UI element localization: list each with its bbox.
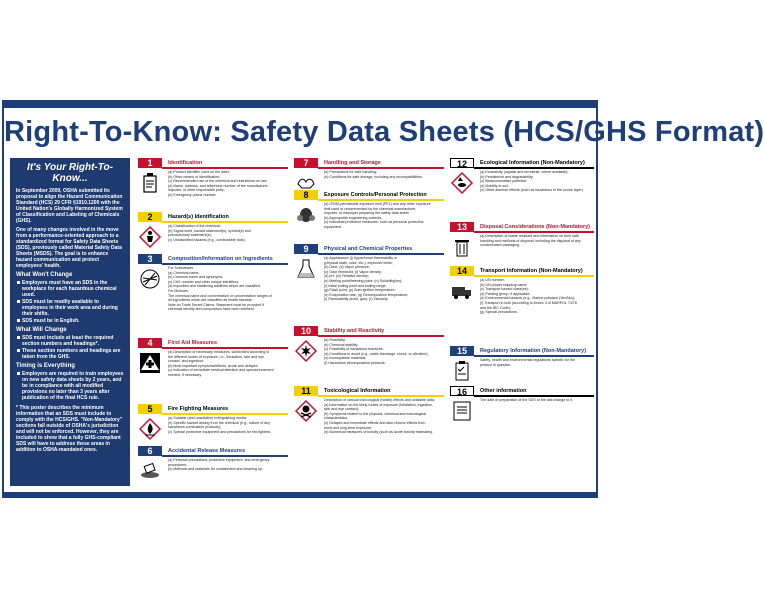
section-rule — [162, 167, 288, 169]
section-header — [138, 446, 288, 456]
section-header — [450, 346, 594, 356]
section-item: (a) Information on the likely routes of exposure (inhalation, ingestion, — [324, 402, 434, 407]
section-item: importer, or other responsible party; — [168, 188, 225, 193]
section-number: 16 — [450, 386, 474, 396]
section-8 — [294, 190, 444, 242]
section-number: 14 — [450, 266, 474, 276]
section-items — [168, 350, 286, 378]
section-9 — [294, 244, 444, 324]
section-item: (c) Individual protection measures, such as personal protective — [324, 220, 424, 225]
wont-change-item: SDS must be in English. — [22, 318, 124, 324]
respirator-icon — [294, 204, 318, 226]
section-rule — [474, 355, 594, 357]
section-item: (a) Precautions for safe handling; — [324, 170, 377, 174]
section-items — [168, 170, 286, 198]
section-title: Other information — [480, 388, 527, 394]
section-item: (b) UN proper shipping name; — [480, 282, 528, 287]
section-item: (c) Unclassified hazards (e.g., combustible dust). — [168, 237, 246, 242]
section-header — [450, 222, 594, 232]
left-panel-intro-2: One of many changes involved in the move from a performance-oriented approach to a standardized format for Safety Data Sheets (SDS), previously called Material Safety Data Sheets (MSDS). The goal is to enhance hazard communication and protect employees' health. — [16, 227, 122, 269]
left-panel-heading: It's Your Right-To-Know... — [27, 162, 113, 184]
clipboard-icon — [450, 360, 474, 382]
section-item: (e) Environmental hazards (e.g., Marine pollutant (Yes/No)); — [480, 296, 575, 301]
section-item: (f) Initial boiling point and boiling range; — [324, 283, 387, 288]
section-number: 9 — [294, 244, 318, 254]
section-number: 5 — [138, 404, 162, 414]
section-10 — [294, 326, 444, 384]
section-item: (c) CAS number and other unique identifiers; — [168, 279, 240, 284]
section-item: (d) Name, address, and telephone number of the manufacturer, — [168, 183, 269, 188]
section-items — [324, 202, 442, 230]
wont-change-item: SDS must be readily available to employees in their work area and during their shifts. — [22, 299, 124, 317]
section-header — [138, 404, 288, 414]
section-4 — [138, 338, 288, 402]
section-number: 13 — [450, 222, 474, 232]
section-title: Composition/Information on Ingredients — [168, 256, 273, 262]
section-title: Toxicological Information — [324, 388, 391, 394]
first-aid-icon — [138, 352, 162, 374]
section-item: (a) Product identifier used on the label; — [168, 170, 230, 174]
section-rule — [162, 347, 288, 349]
section-number: 1 — [138, 158, 162, 168]
section-item: characteristics; — [324, 416, 348, 421]
section-item: contact, and ingestion; — [168, 359, 204, 364]
section-items — [324, 170, 442, 179]
section-item: (b) Common name and synonyms; — [168, 275, 224, 280]
section-item: skin and eye contact); — [324, 407, 359, 412]
section-item: hazardous combustion products); — [168, 425, 222, 430]
section-number: 11 — [294, 386, 318, 396]
section-items — [480, 398, 592, 403]
section-item: (a) OSHA permissible exposure limit (PEL) and any other exposure — [324, 202, 431, 206]
section-item: (h) Evaporation rate; (q) Decomposition temperature; — [324, 292, 409, 297]
section-header — [294, 326, 444, 336]
flame-icon — [138, 418, 162, 440]
poster — [2, 100, 764, 498]
section-1 — [138, 158, 288, 210]
fish-icon — [450, 172, 474, 194]
section-item: (d) Conditions to avoid (e.g., static discharge, shock, or vibration); — [324, 351, 429, 356]
section-item: (b) Signal word, hazard statement(s), symbol(s) and — [168, 228, 251, 233]
section-items — [480, 170, 592, 193]
section-item: (b) Chemical stability; — [324, 342, 359, 347]
beaker-icon — [294, 258, 318, 280]
section-item: (b) Persistence and degradability; — [480, 174, 534, 179]
section-items — [324, 338, 442, 366]
poster-title: Right-To-Know: Safety Data Sheets (HCS/GHS Format) — [4, 116, 764, 148]
section-item: all ingredients which are classified as health hazards. — [168, 298, 253, 303]
section-item: (a) Classification of the chemical; — [168, 224, 221, 228]
section-item: (c) Special protective equipment and precautions for fire-fighters. — [168, 429, 272, 434]
section-item: (a) Description of waste residues and information on their safe — [480, 234, 579, 238]
section-item: (i) Flammability (solid, gas); (r) Viscosity. — [324, 297, 389, 302]
section-item: (a) Suitable (and unsuitable) extinguishing media; — [168, 416, 247, 420]
section-item: (b) Conditions for safe storage, including any incompatibilities. — [324, 174, 423, 179]
section-item: chemical identity and composition have been withheld. — [168, 307, 255, 312]
section-item: (a) Chemical name; — [168, 270, 200, 275]
timing-heading: Timing is Everything — [16, 363, 75, 369]
section-header — [294, 244, 444, 254]
section-number: 2 — [138, 212, 162, 222]
section-item: Description of various toxicological (health) effects and available data, — [324, 398, 436, 402]
section-item: (c) Bioaccumulative potential; — [480, 179, 527, 184]
section-title: Accidental Release Measures — [168, 448, 246, 454]
section-15 — [450, 346, 594, 384]
section-item: (b) Specific hazard arising from the chemical (e.g., nature of any — [168, 420, 271, 425]
section-7 — [294, 158, 444, 188]
section-header — [450, 158, 594, 168]
section-item: equipment. — [324, 224, 342, 229]
section-item: Note on Trade Secret Claims: Statement must be provided if — [168, 302, 264, 307]
section-rule — [162, 455, 288, 457]
section-items — [168, 416, 286, 434]
section-rule — [474, 231, 594, 233]
section-13 — [450, 222, 594, 264]
section-item: (d) Impurities and stabilizing additives which are classified. — [168, 284, 262, 289]
section-item: procedures; — [168, 462, 187, 467]
section-item: (g) Special precautions. — [480, 310, 518, 315]
section-14 — [450, 266, 594, 344]
section-item: (a) Appearance (j) Upper/lower flammability or — [324, 256, 398, 260]
section-header — [450, 266, 594, 276]
section-item: the different routes of exposure, i.e., inhalation, skin and eye — [168, 354, 265, 359]
section-title: Exposure Controls/Personal Protection — [324, 192, 427, 198]
section-item: (d) Packing group, if applicable; — [480, 291, 531, 296]
spill-icon — [138, 460, 162, 482]
section-item: (b) Most important symptoms/effects, acute and delayed; — [168, 363, 259, 368]
section-item: (g) Flash point; (p) Auto-ignition temperature; — [324, 288, 396, 293]
section-item: (b) Odor; (k) Vapor pressure; — [324, 265, 370, 270]
hazard-person-icon — [138, 226, 162, 248]
section-rule — [162, 263, 288, 265]
flask-icon — [138, 268, 162, 290]
section-item: and the IBC Code); — [480, 305, 511, 310]
section-items — [480, 278, 592, 315]
section-item: For Substances — [168, 266, 194, 270]
section-title: Hazard(s) Identification — [168, 214, 229, 220]
section-title: Identification — [168, 160, 203, 166]
section-item: (a) UN number; — [480, 278, 505, 282]
section-number: 12 — [450, 158, 474, 168]
section-16 — [450, 386, 594, 416]
section-item: (b) Symptoms related to the physical, chemical and toxicological — [324, 411, 427, 416]
section-rule — [318, 199, 444, 201]
section-number: 7 — [294, 158, 318, 168]
section-3 — [138, 254, 288, 336]
section-header — [138, 158, 288, 168]
section-item: (f) Transport in bulk (according to Annex II of MARPOL 73/78 — [480, 300, 577, 305]
wont-change-item: Employers must have an SDS in the workplace for each hazardous chemical used. — [22, 280, 124, 298]
product-icon — [138, 172, 162, 194]
explosion-icon — [294, 340, 318, 362]
section-item: (b) Methods and materials for containment and cleaning up. — [168, 467, 263, 472]
section-12 — [450, 158, 594, 220]
section-item: (d) Numerical measures of toxicity (such as acute toxicity estimates). — [324, 430, 434, 435]
wont-change-heading: What Won't Change — [16, 272, 73, 278]
section-number: 4 — [138, 338, 162, 348]
section-header — [138, 338, 288, 348]
info-icon — [450, 400, 474, 422]
section-rule — [318, 253, 444, 255]
section-item: (e) Emergency phone number. — [168, 192, 217, 197]
section-items — [324, 398, 442, 435]
section-header — [138, 254, 288, 264]
section-item: (c) Delayed and immediate effects and also chronic effects from — [324, 420, 426, 425]
section-item: The date of preparation of the SDS or the last change to it. — [480, 398, 574, 402]
section-item: (c) Odor threshold; (l) Vapor density; — [324, 269, 382, 274]
section-rule — [318, 167, 444, 169]
section-item: product in question. — [480, 362, 512, 367]
section-items — [480, 358, 592, 367]
section-header — [294, 158, 444, 168]
section-header — [294, 386, 444, 396]
section-items — [168, 266, 286, 312]
section-item: (e) Incompatible materials; — [324, 356, 367, 361]
section-items — [168, 458, 286, 472]
section-item: (physical state, color, etc.); explosive limits; — [324, 260, 393, 265]
section-number: 15 — [450, 346, 474, 356]
section-item: (c) Indication of immediate medical attention and special treatment — [168, 368, 274, 373]
section-item: (d) pH; (m) Relative density; — [324, 274, 369, 279]
section-item: (b) Other means of identification; — [168, 174, 221, 179]
section-rule — [474, 275, 594, 277]
section-number: 6 — [138, 446, 162, 456]
section-item: The chemical name and concentration or concentration ranges of — [168, 293, 272, 298]
section-item: (b) Appropriate engineering controls; — [324, 215, 383, 220]
bottom-band — [4, 492, 596, 496]
section-title: Disposal Considerations (Non-Mandatory) — [480, 224, 591, 230]
section-item: (a) Ecotoxicity (aquatic and terrestrial, where available); — [480, 170, 569, 174]
section-rule — [474, 395, 594, 397]
section-items — [324, 256, 442, 302]
section-item: importer, or employer preparing the safety data sheet; — [324, 211, 410, 216]
section-item: (c) Transport hazard class(es); — [480, 287, 529, 292]
section-title: Transport Information (Non-Mandatory) — [480, 268, 583, 274]
section-item: limit used or recommended by the chemical manufacturer, — [324, 206, 417, 211]
top-band — [4, 102, 596, 108]
section-item: (c) Recommended use of the chemical and restrictions on use; — [168, 179, 268, 184]
skull-icon — [294, 400, 318, 422]
section-item: precautionary statement(s); — [168, 233, 212, 238]
will-change-heading: What Will Change — [16, 327, 67, 333]
section-header — [450, 386, 594, 396]
section-rule — [318, 335, 444, 337]
section-item: (c) Possibility of hazardous reactions; — [324, 347, 384, 352]
section-title: Regulatory Information (Non-Mandatory) — [480, 348, 587, 354]
section-item: (a) Description of necessary measures, subdivided according to — [168, 350, 270, 354]
section-item: Safety, health and environmental regulations specific for the — [480, 358, 576, 362]
section-rule — [474, 167, 594, 169]
section-item: (d) Mobility in soil; — [480, 183, 509, 188]
section-6 — [138, 446, 288, 486]
section-2 — [138, 212, 288, 252]
section-5 — [138, 404, 288, 444]
trash-icon — [450, 236, 474, 258]
section-rule — [318, 395, 444, 397]
section-number: 8 — [294, 190, 318, 200]
left-panel-note: * This poster describes the minimum information that an SDS must include to comply with the HCS/GHS. "Non-Mandatory" sections fall outside of OSHA's jurisdiction and will not be enforced. However, they are included to show that a fully GHS-compliant SDS will have to address these areas in addition to OSHA-mandated ones. — [16, 405, 123, 453]
section-title: First Aid Measures — [168, 340, 218, 346]
section-item: (e) Melting point/freezing point; (n) Solubility(ies); — [324, 278, 403, 283]
section-item: (a) Personal precautions, protective equipment, and emergency — [168, 458, 270, 462]
section-items — [168, 224, 286, 242]
section-item: contaminated packaging. — [480, 243, 520, 248]
left-panel-intro: In September 2009, OSHA submitted its proposal to align the Hazard Communication Standard (HCS) 29 CFR §1910.1200 with the United Nation's Globally Harmonized System of Classification and Labeling of Chemicals (GHS). — [16, 188, 123, 224]
section-number: 3 — [138, 254, 162, 264]
truck-icon — [450, 280, 474, 302]
section-title: Ecological Information (Non-Mandatory) — [480, 160, 585, 166]
left-panel — [10, 158, 130, 486]
section-item: (f) Hazardous decomposition products. — [324, 360, 386, 365]
section-header — [138, 212, 288, 222]
section-item: handling and methods of disposal, including the disposal of any — [480, 238, 581, 243]
section-rule — [162, 221, 288, 223]
section-item: (e) Other adverse effects (such as hazardous to the ozone layer). — [480, 188, 584, 193]
section-title: Physical and Chemical Properties — [324, 246, 413, 252]
section-items — [480, 234, 592, 248]
section-item: short and long-term exposure; — [324, 425, 372, 430]
section-item: For Mixtures — [168, 288, 188, 293]
section-item: (a) Reactivity; — [324, 338, 346, 342]
section-rule — [162, 413, 288, 415]
will-change-item: SDS must include at least the required section numbers and headings*. — [22, 335, 124, 347]
section-title: Handling and Storage — [324, 160, 381, 166]
section-title: Stability and Reactivity — [324, 328, 385, 334]
timing-item: Employers are required to train employees on new safety data sheets by 2 years, and be in compliance with all modified provisions no later than 3 years after publication of the final HCS rule. — [22, 371, 124, 401]
section-header — [294, 190, 444, 200]
will-change-item: These section numbers and headings are taken from the GHS. — [22, 348, 124, 360]
section-number: 10 — [294, 326, 318, 336]
section-item: needed, if necessary. — [168, 372, 202, 377]
section-11 — [294, 386, 444, 486]
section-title: Fire Fighting Measures — [168, 406, 229, 412]
